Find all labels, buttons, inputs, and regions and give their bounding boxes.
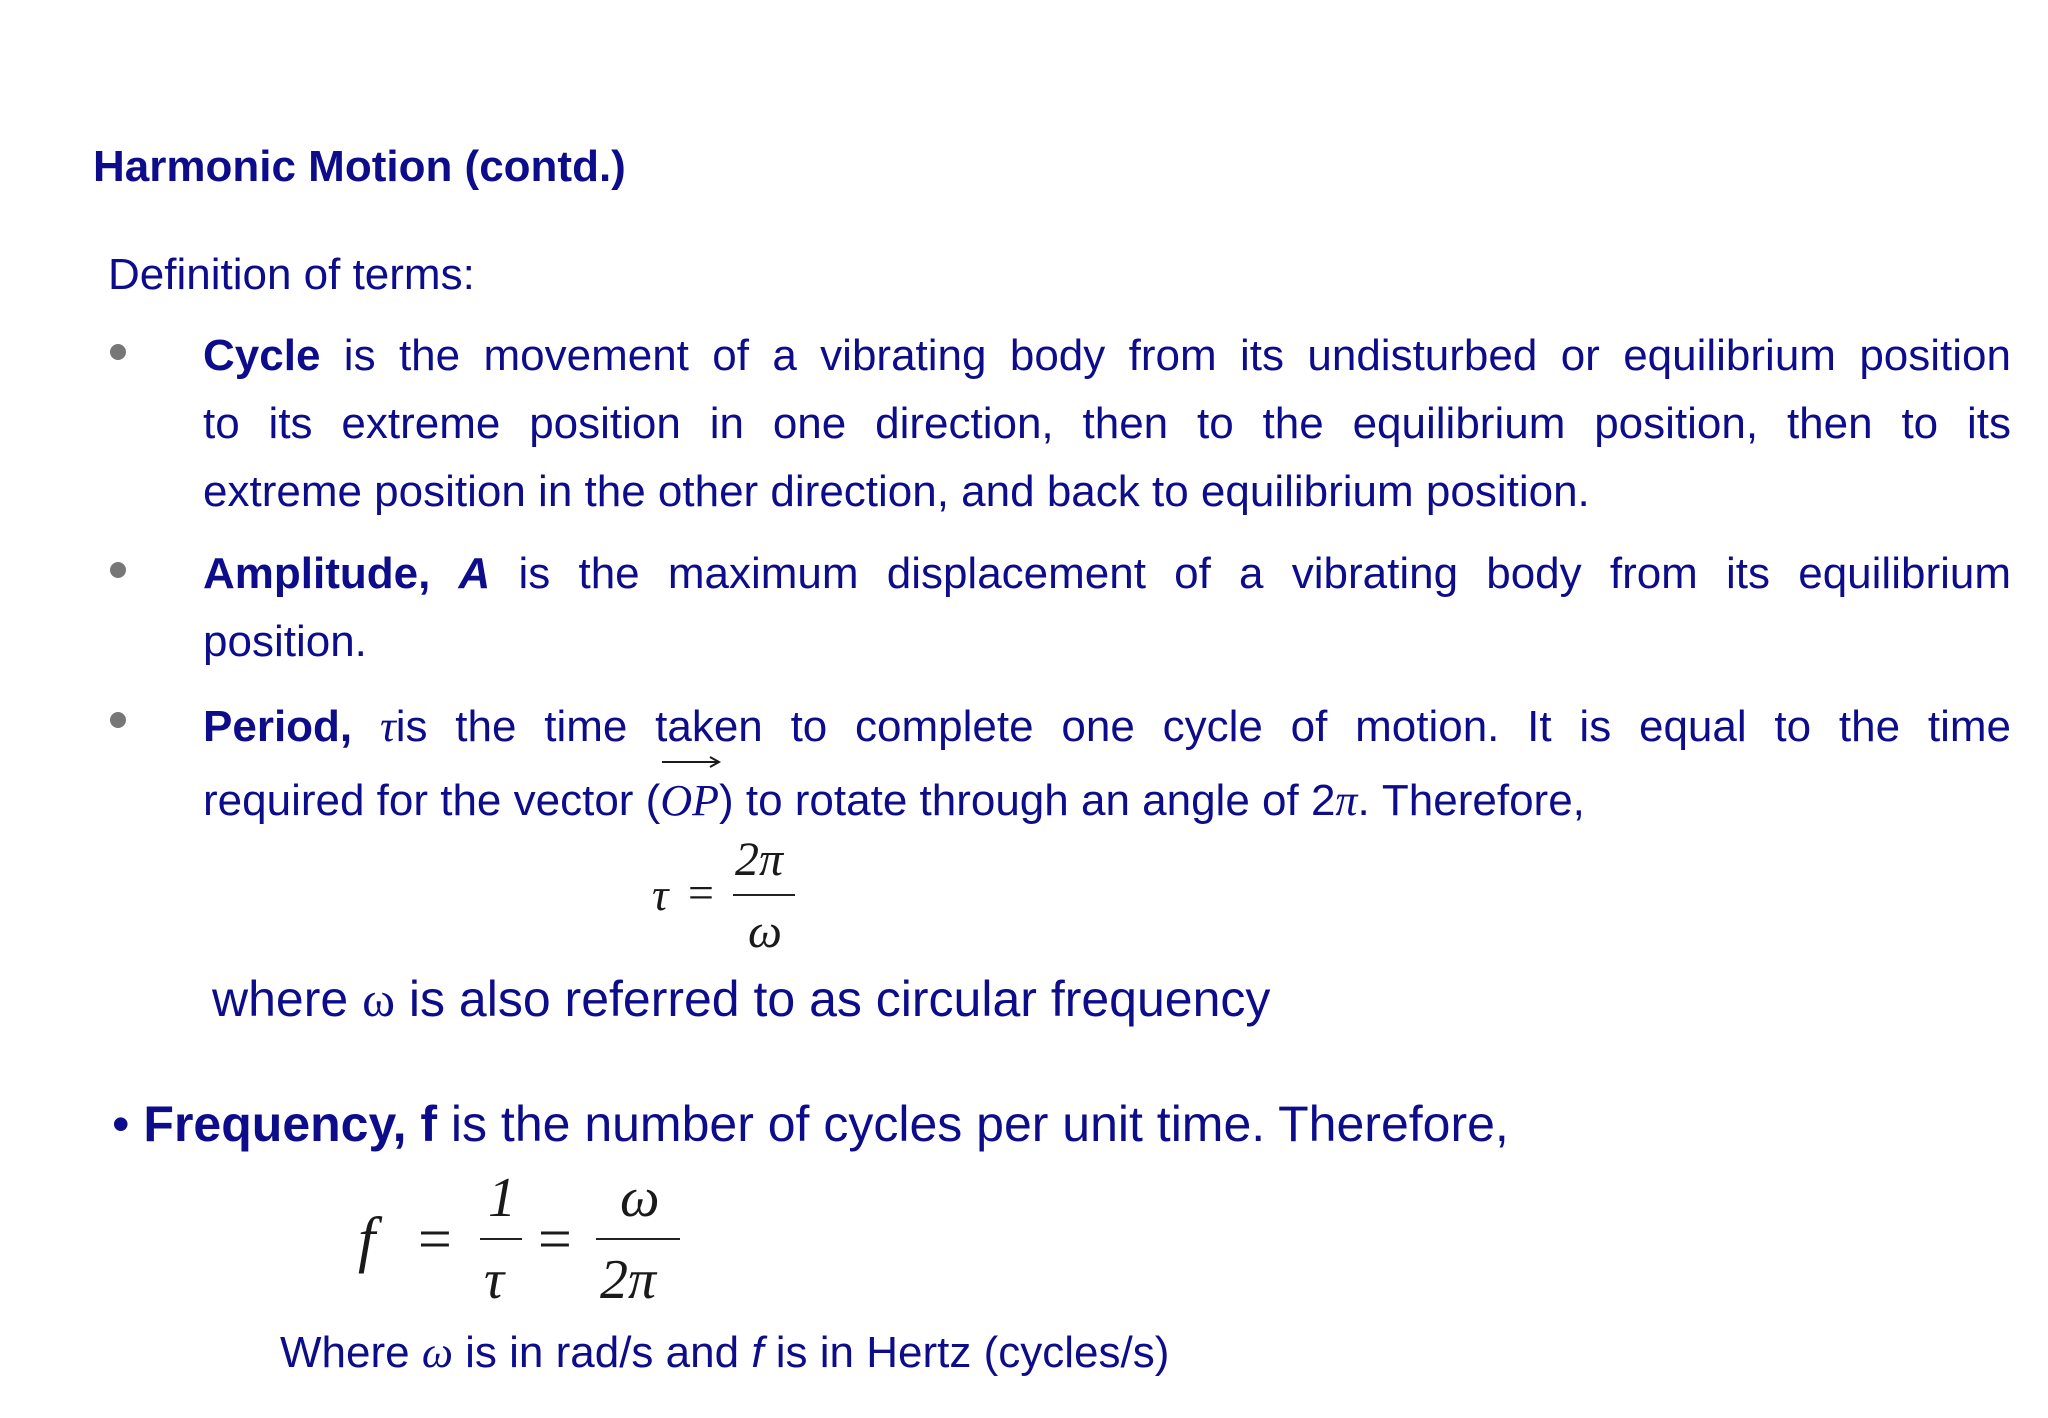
section-subtitle: Definition of terms:: [108, 250, 475, 299]
eq-period-numerator: 2π: [735, 833, 784, 886]
eq-period-denominator: ω: [748, 905, 782, 958]
omega-note: [212, 970, 1270, 1028]
omega-note-prefix: where: [212, 971, 349, 1027]
period-symbol: τ: [379, 702, 396, 751]
eq-period-fraction-bar: [733, 894, 795, 896]
eq-period-lhs: τ: [652, 869, 669, 920]
amplitude-definition: [203, 540, 2011, 676]
period-line-1: [203, 690, 2011, 764]
cycle-text-1: is the movement of a vibrating body from its undisturbed or equilibrium position: [343, 331, 2011, 380]
amplitude-line-2: position.: [203, 617, 367, 666]
units-note-f: f: [751, 1328, 764, 1377]
eq-freq-fraction-bar-2: [596, 1238, 680, 1240]
cycle-term: Cycle: [203, 331, 321, 380]
eq-freq-equals-1: =: [418, 1206, 452, 1272]
units-note-prefix: Where: [280, 1328, 410, 1377]
page-title: Harmonic Motion (contd.): [93, 142, 626, 191]
bullet-dot-amplitude: [110, 562, 126, 578]
bullet-dot-cycle: [110, 344, 126, 360]
amplitude-text-1: is the maximum displacement of a vibrating body from its equilibrium: [518, 549, 2011, 598]
eq-freq-num-2: ω: [620, 1167, 660, 1229]
eq-freq-num-1: 1: [488, 1167, 516, 1229]
units-note-suffix: is in Hertz (cycles/s): [775, 1328, 1170, 1377]
vector-arrow-icon: [662, 756, 722, 768]
amplitude-symbol: A: [458, 549, 491, 598]
frequency-bullet: •: [112, 1096, 130, 1152]
bullet-dot-period: [110, 712, 126, 728]
period-text-2c: . Therefore,: [1357, 776, 1585, 825]
eq-period-equals: =: [688, 867, 714, 918]
eq-freq-den-1: τ: [484, 1249, 505, 1311]
cycle-line-2: to its extreme position in one direction, then to the equilibrium position, then to its: [203, 399, 2011, 448]
cycle-line-1: [203, 322, 2011, 390]
eq-freq-lhs: f: [358, 1206, 376, 1274]
eq-freq-den-2: 2π: [600, 1249, 657, 1311]
period-definition: [203, 690, 2011, 838]
frequency-definition: [112, 1095, 1509, 1153]
period-text-2b: ) to rotate through an angle of 2: [718, 776, 1336, 825]
amplitude-term: Amplitude,: [203, 549, 431, 598]
omega-note-symbol: ω: [362, 971, 396, 1027]
cycle-definition: [203, 322, 2011, 526]
eq-freq-fraction-bar-1: [480, 1238, 522, 1240]
units-note-middle: is in rad/s and: [465, 1328, 740, 1377]
frequency-text: is the number of cycles per unit time. Therefore,: [450, 1096, 1509, 1152]
pi-symbol: π: [1335, 776, 1358, 825]
vector-op: [660, 764, 719, 838]
cycle-line-3: extreme position in the other direction, and back to equilibrium position.: [203, 467, 1590, 516]
frequency-term: Frequency, f: [143, 1096, 438, 1152]
omega-note-suffix: is also referred to as circular frequency: [408, 971, 1271, 1027]
units-note: [280, 1327, 1169, 1378]
period-text-2a: required for the vector (: [203, 776, 661, 825]
period-term: Period,: [203, 702, 353, 751]
eq-freq-equals-2: =: [538, 1206, 572, 1272]
vector-label: OP: [660, 776, 719, 825]
amplitude-line-1: [203, 540, 2011, 608]
period-line-2: [203, 764, 2011, 838]
units-note-omega: ω: [421, 1328, 453, 1377]
period-text-1: is the time taken to complete one cycle of motion. It is equal to the time: [395, 702, 2011, 751]
